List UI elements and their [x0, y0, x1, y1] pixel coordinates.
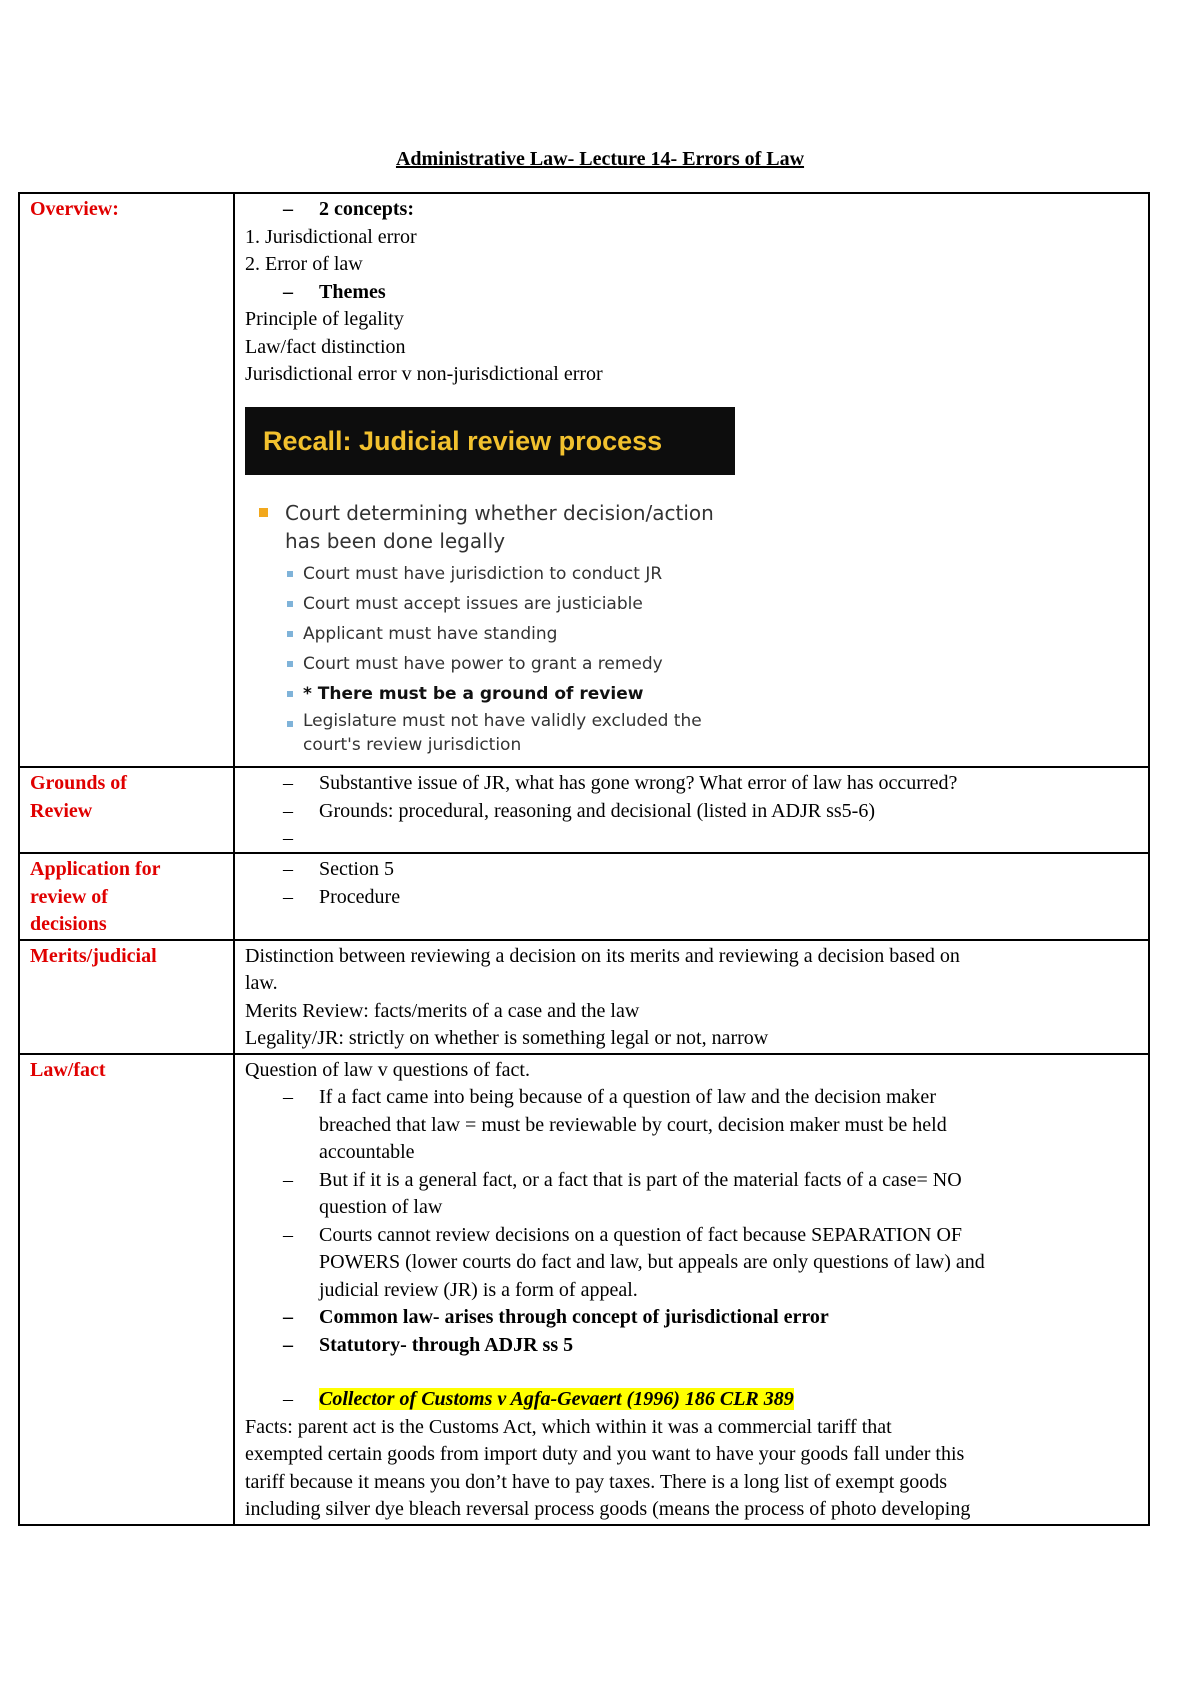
theme-item: Law/fact distinction: [245, 335, 406, 358]
list-item: [245, 825, 1138, 852]
table-row-grounds: [19, 767, 1149, 853]
spacer: [245, 1359, 1138, 1386]
concepts-heading: – 2 concepts:: [245, 196, 1138, 224]
slide-sub-bullet: Applicant must have standing: [245, 619, 735, 649]
slide-sub-bullets: [245, 559, 735, 757]
list-item: – If a fact came into being because of a question of law and the decision maker breached that law = must be reviewable by court, decision maker must be held accountable: [245, 1084, 1138, 1167]
table-row-overview: [19, 193, 1149, 767]
row-body-lawfact: Question of law v questions of fact. – If a fact came into being because of a question of law and the decision maker breached that law = must be reviewable by court, decision maker must be held accountable – But if it is a general fact, or a fact that is part of the material facts of a case= NO question of law – Courts cannot review decisions on a question of fact because SEPARATION OF POWERS (lower courts do fact and law, but appeals are only questions of law) and judicial review (JR) is a form of appeal. – Common law- arises through concept of jurisdictional error – Statutory- through ADJR ss 5 – Collector of Customs v Agfa-Gevaert (1996) 186 CLR 389 Facts: parent act is the Customs Act, which within it was a commercial tariff that exempted certain goods from import duty and you want to have your goods fall under this tariff because it means you don’t have to pay taxes. There is a long list of exempt goods including silver dye bleach reversal process goods (means the process of photo developing: [234, 1054, 1149, 1525]
list-item: – Grounds: procedural, reasoning and decisional (listed in ADJR ss5-6): [245, 798, 1138, 826]
table-row-application: [19, 853, 1149, 940]
list-item: – But if it is a general fact, or a fact that is part of the material facts of a case= NO question of law: [245, 1167, 1138, 1222]
row-label-lawfact: Law/fact: [19, 1054, 234, 1525]
row-label-overview: Overview:: [19, 193, 234, 767]
slide-sub-bullet: Court must have jurisdiction to conduct JR: [245, 559, 735, 589]
themes-heading: – Themes: [245, 279, 1138, 307]
list-item: – Substantive issue of JR, what has gone wrong? What error of law has occurred?: [245, 770, 1138, 798]
list-item: – Procedure: [245, 884, 1138, 912]
slide-sub-bullet: Legislature must not have validly excluded the court's review jurisdiction: [245, 709, 735, 757]
slide-sub-bullet: Court must have power to grant a remedy: [245, 649, 735, 679]
slide-heading: Recall: Judicial review process: [245, 407, 735, 475]
slide-sub-bullet: Court must accept issues are justiciable: [245, 589, 735, 619]
list-item: – Section 5: [245, 856, 1138, 884]
table-row-merits: [19, 940, 1149, 1054]
row-body-merits: Distinction between reviewing a decision on its merits and reviewing a decision based on law. Merits Review: facts/merits of a case and the law Legality/JR: strictly on whether is something legal or not, narrow: [234, 940, 1149, 1054]
table-row-lawfact: [19, 1054, 1149, 1525]
embedded-slide-image: [245, 407, 735, 757]
slide-main-bullet: Court determining whether decision/action has been done legally: [245, 499, 735, 555]
concept-item: 2. Error of law: [245, 253, 363, 275]
row-label-merits: Merits/judicial: [19, 940, 234, 1054]
row-body-overview: [234, 193, 1149, 767]
row-body-grounds: [234, 767, 1149, 853]
notes-table: [18, 192, 1150, 1526]
theme-item: Jurisdictional error v non-jurisdictional error: [245, 363, 603, 385]
list-item: – Courts cannot review decisions on a question of fact because SEPARATION OF POWERS (lower courts do fact and law, but appeals are only questions of law) and judicial review (JR) is a form of appeal.: [245, 1222, 1138, 1305]
document-title: Administrative Law- Lecture 14- Errors of Law: [395, 148, 805, 170]
theme-item: Principle of legality: [245, 308, 404, 330]
case-citation: – Collector of Customs v Agfa-Gevaert (1996) 186 CLR 389: [245, 1386, 1138, 1414]
list-item: – Common law- arises through concept of jurisdictional error: [245, 1304, 1138, 1332]
slide-sub-bullet: * There must be a ground of review: [245, 679, 735, 709]
row-label-application: Application for review of decisions: [19, 853, 234, 940]
row-body-application: [234, 853, 1149, 940]
concept-item: 1. Jurisdictional error: [245, 225, 417, 248]
row-label-grounds: Grounds of Review: [19, 767, 234, 853]
list-item: – Statutory- through ADJR ss 5: [245, 1332, 1138, 1360]
